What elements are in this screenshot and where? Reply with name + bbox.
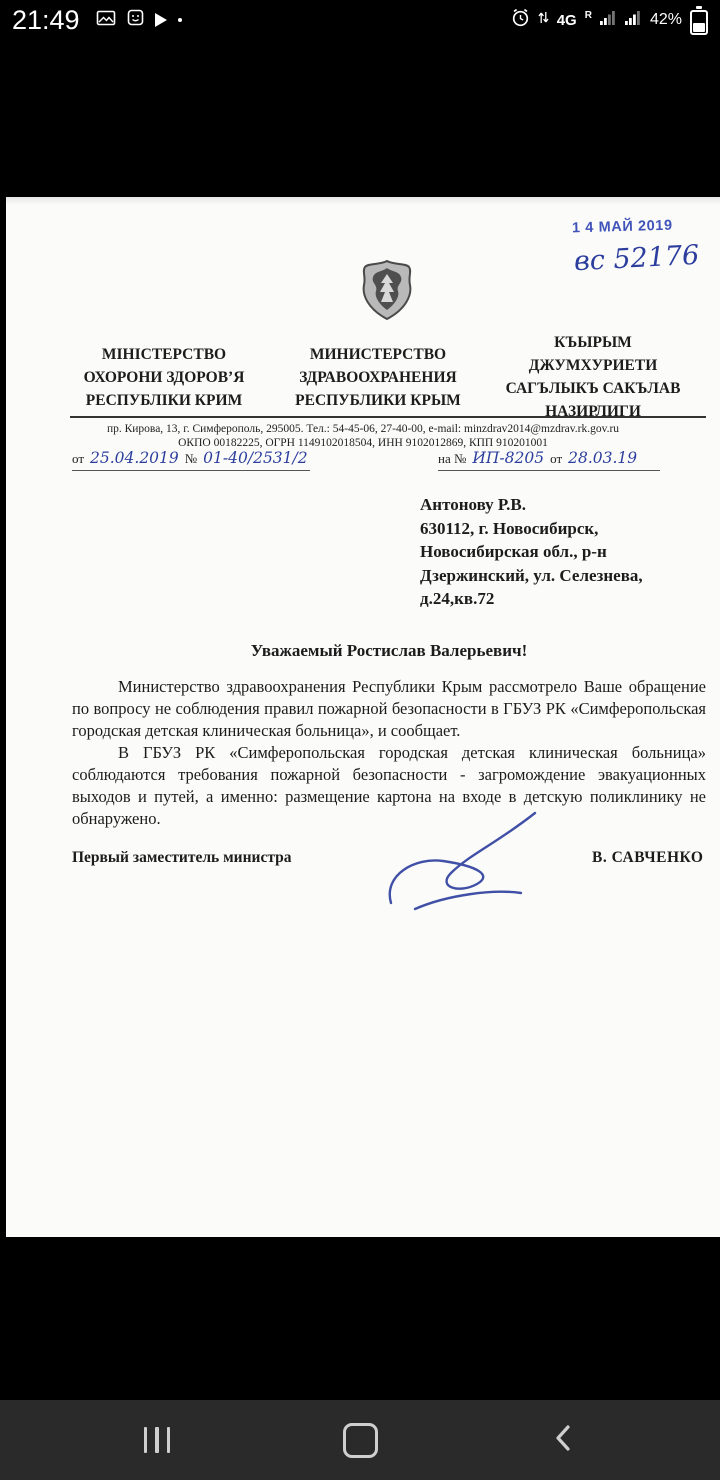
header-divider (70, 416, 706, 418)
roaming-label: R (584, 9, 592, 21)
coat-of-arms (360, 259, 414, 326)
notification-icons (96, 9, 182, 31)
system-status-icons (511, 6, 708, 35)
outgoing-reference: от 25.04.2019 № 01-40/2531/2 (72, 449, 310, 471)
handwritten-signature (381, 805, 543, 922)
recents-icon (144, 1427, 148, 1453)
contact-address-line: пр. Кирова, 13, г. Симферополь, 295005. Тел.: 54-45-06, 27-40-00, e-mail: minzdrav2014@mzdrav.rk.gov.ru (106, 423, 620, 435)
status-bar (0, 0, 720, 40)
navigation-bar (0, 1400, 720, 1480)
back-button[interactable] (536, 1413, 590, 1467)
handwritten-reg-number: вс 52176 (573, 239, 701, 278)
addressee-block: Антонову Р.В. 630112, г. Новосибирск, Новосибирская обл., р-н Дзержинский, ул. Селезнева, д.24,кв.72 (420, 495, 643, 608)
home-button[interactable] (333, 1413, 387, 1467)
network-type-label: 4G (556, 11, 577, 29)
handwritten-outgoing-number: 01-40/2531/2 (203, 449, 308, 467)
photo-icon (96, 10, 116, 31)
incoming-stamp-date: 1 4 МАЙ 2019 (571, 217, 673, 237)
salutation: Уважаемый Ростислав Валерьевич! (250, 641, 528, 660)
incoming-reference: на № ИП-8205 от 28.03.19 (438, 449, 660, 471)
handwritten-incoming-date: 28.03.19 (568, 449, 638, 467)
play-icon (155, 13, 167, 27)
battery-percent-label: 42% (649, 11, 682, 28)
handwritten-incoming-number: ИП-8205 (472, 449, 545, 467)
app-icon (127, 9, 144, 31)
alarm-icon (511, 8, 530, 32)
home-icon (343, 1423, 378, 1458)
document-page[interactable] (6, 197, 720, 1237)
clock-time: 21:49 (12, 5, 80, 35)
recents-button[interactable] (130, 1413, 184, 1467)
updown-arrows-icon (538, 10, 549, 30)
ministry-name-russian: МИНИСТЕРСТВО ЗДРАВООХРАНЕНИЯ РЕСПУБЛИКИ КРЫМ (295, 346, 461, 409)
registration-codes-line: ОКПО 00182225, ОГРН 1149102018504, ИНН 9102012869, КПП 910201001 (178, 437, 548, 449)
signer-name: В. САВЧЕНКО (592, 849, 704, 866)
ministry-name-crimean-tatar: КЪЫРЫМ ДЖУМХУРИЕТИ САГЪЛЫКЪ САКЪЛАВ НАЗИРЛИГИ (505, 334, 681, 420)
body-paragraph: В ГБУЗ РК «Симферопольская городская детская клиническая больница» соблюдаются требования пожарной безопасности - загромождение эвакуационных выходов и путей, а именно: размещение картона на входе в детскую поликлинику не обнаружено. (72, 743, 706, 828)
signer-title: Первый заместитель министра (72, 849, 292, 866)
signal-bars-icon (625, 10, 642, 30)
handwritten-outgoing-date: 25.04.2019 (90, 449, 179, 467)
signal-bars-icon (600, 10, 617, 30)
dot-icon (178, 18, 182, 22)
body-paragraph: Министерство здравоохранения Республики Крым рассмотрело Ваше обращение по вопросу не соблюдения правил пожарной безопасности в ГБУЗ РК «Симферопольская городская детская клиническая больница», и сообщает. (72, 677, 706, 740)
battery-icon (690, 6, 708, 35)
back-icon (553, 1423, 573, 1458)
ministry-name-ukrainian: МІНІСТЕРСТВО ОХОРОНИ ЗДОРОВ’Я РЕСПУБЛІКИ КРИМ (83, 346, 245, 409)
